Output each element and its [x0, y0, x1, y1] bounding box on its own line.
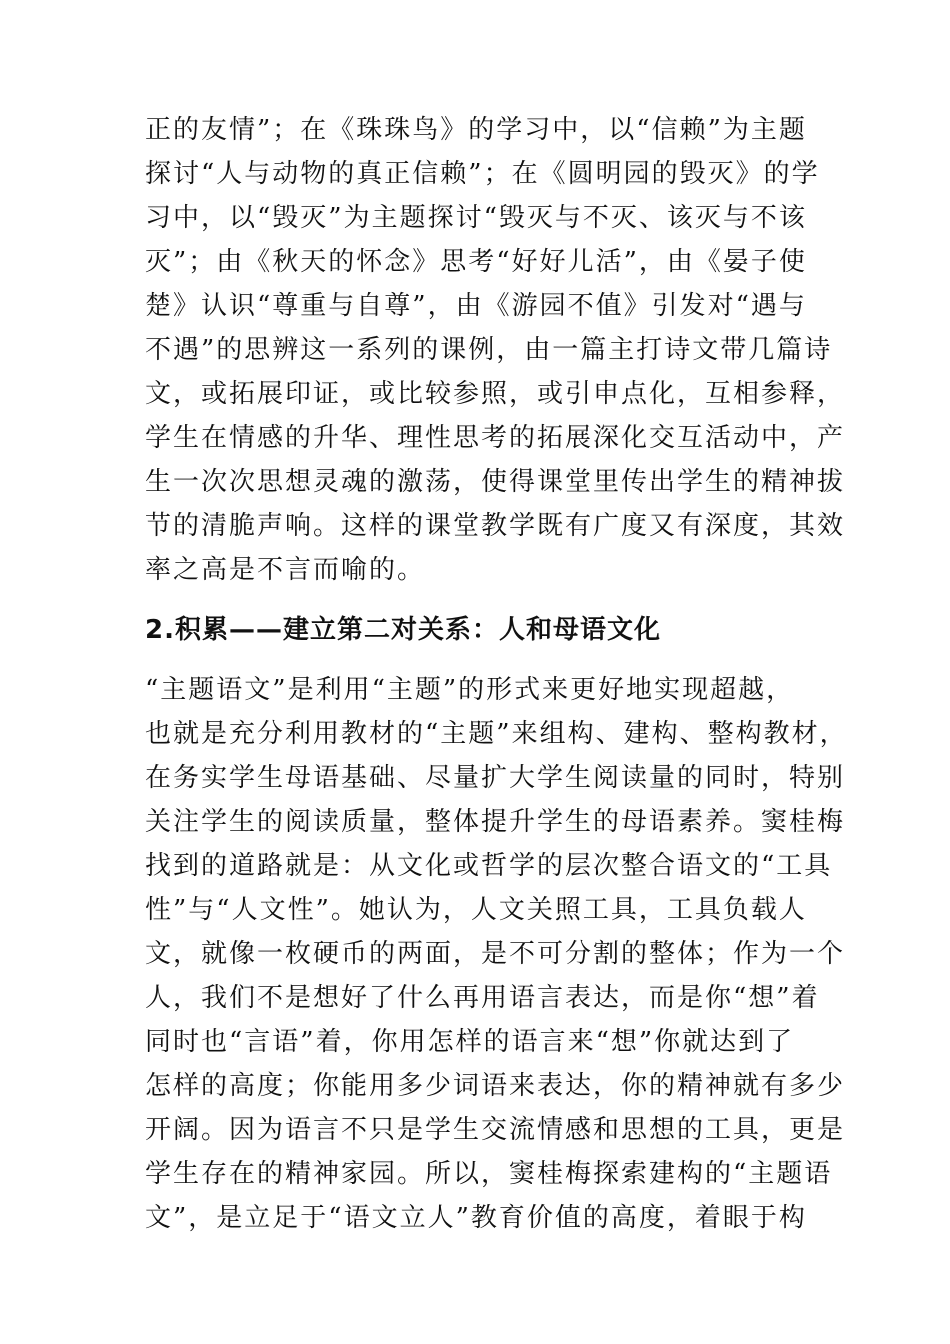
paragraph-2-line-4: 关注学生的阅读质量，整体提升学生的母语素养。窦桂梅 [145, 807, 846, 837]
paragraph-2-line-1: “主题语文”是利用“主题”的形式来更好地实现超越， [145, 675, 795, 705]
paragraph-2-line-6: 性”与“人文性”。她认为，人文关照工具，工具负载人 [145, 895, 807, 925]
paragraph-2-line-11: 开阔。因为语言不只是学生交流情感和思想的工具，更是 [145, 1115, 846, 1145]
paragraph-2-line-10: 怎样的高度；你能用多少词语来表达，你的精神就有多少 [145, 1071, 846, 1101]
section-heading: 2.积累——建立第二对关系：人和母语文化 [145, 615, 661, 645]
paragraph-2-line-13: 文”，是立足于“语文立人”教育价值的高度，着眼于构 [145, 1203, 807, 1233]
paragraph-2-line-5: 找到的道路就是：从文化或哲学的层次整合语文的“工具 [145, 851, 833, 881]
paragraph-1-line-9: 生一次次思想灵魂的激荡，使得课堂里传出学生的精神拔 [145, 467, 846, 497]
paragraph-2-line-8: 人，我们不是想好了什么再用语言表达，而是你“想”着 [145, 983, 820, 1013]
paragraph-2-line-7: 文，就像一枚硬币的两面，是不可分割的整体；作为一个 [145, 939, 846, 969]
paragraph-1-line-11: 率之高是不言而喻的。 [145, 555, 426, 585]
paragraph-2-line-2: 也就是充分利用教材的“主题”来组构、建构、整构教材， [145, 719, 848, 749]
paragraph-2-line-12: 学生存在的精神家园。所以，窦桂梅探索建构的“主题语 [145, 1159, 833, 1189]
paragraph-1-line-7: 文，或拓展印证，或比较参照，或引申点化，互相参释， [145, 379, 846, 409]
paragraph-1-line-6: 不遇”的思辨这一系列的课例，由一篇主打诗文带几篇诗 [145, 335, 833, 365]
paragraph-2-line-3: 在务实学生母语基础、尽量扩大学生阅读量的同时，特别 [145, 763, 846, 793]
paragraph-1-line-5: 楚》认识“尊重与自尊”，由《游园不值》引发对“遇与 [145, 291, 807, 321]
paragraph-1-line-3: 习中，以“毁灭”为主题探讨“毁灭与不灭、该灭与不该 [145, 203, 807, 233]
paragraph-1-line-4: 灭”；由《秋天的怀念》思考“好好儿活”，由《晏子使 [145, 247, 807, 277]
paragraph-1-line-2: 探讨“人与动物的真正信赖”；在《圆明园的毁灭》的学 [145, 159, 820, 189]
paragraph-1-line-8: 学生在情感的升华、理性思考的拓展深化交互活动中，产 [145, 423, 846, 453]
paragraph-1-line-1: 正的友情”；在《珠珠鸟》的学习中，以“信赖”为主题 [145, 115, 807, 145]
paragraph-2-line-9: 同时也“言语”着，你用怎样的语言来“想”你就达到了 [145, 1027, 795, 1057]
paragraph-1-line-10: 节的清脆声响。这样的课堂教学既有广度又有深度，其效 [145, 511, 846, 541]
